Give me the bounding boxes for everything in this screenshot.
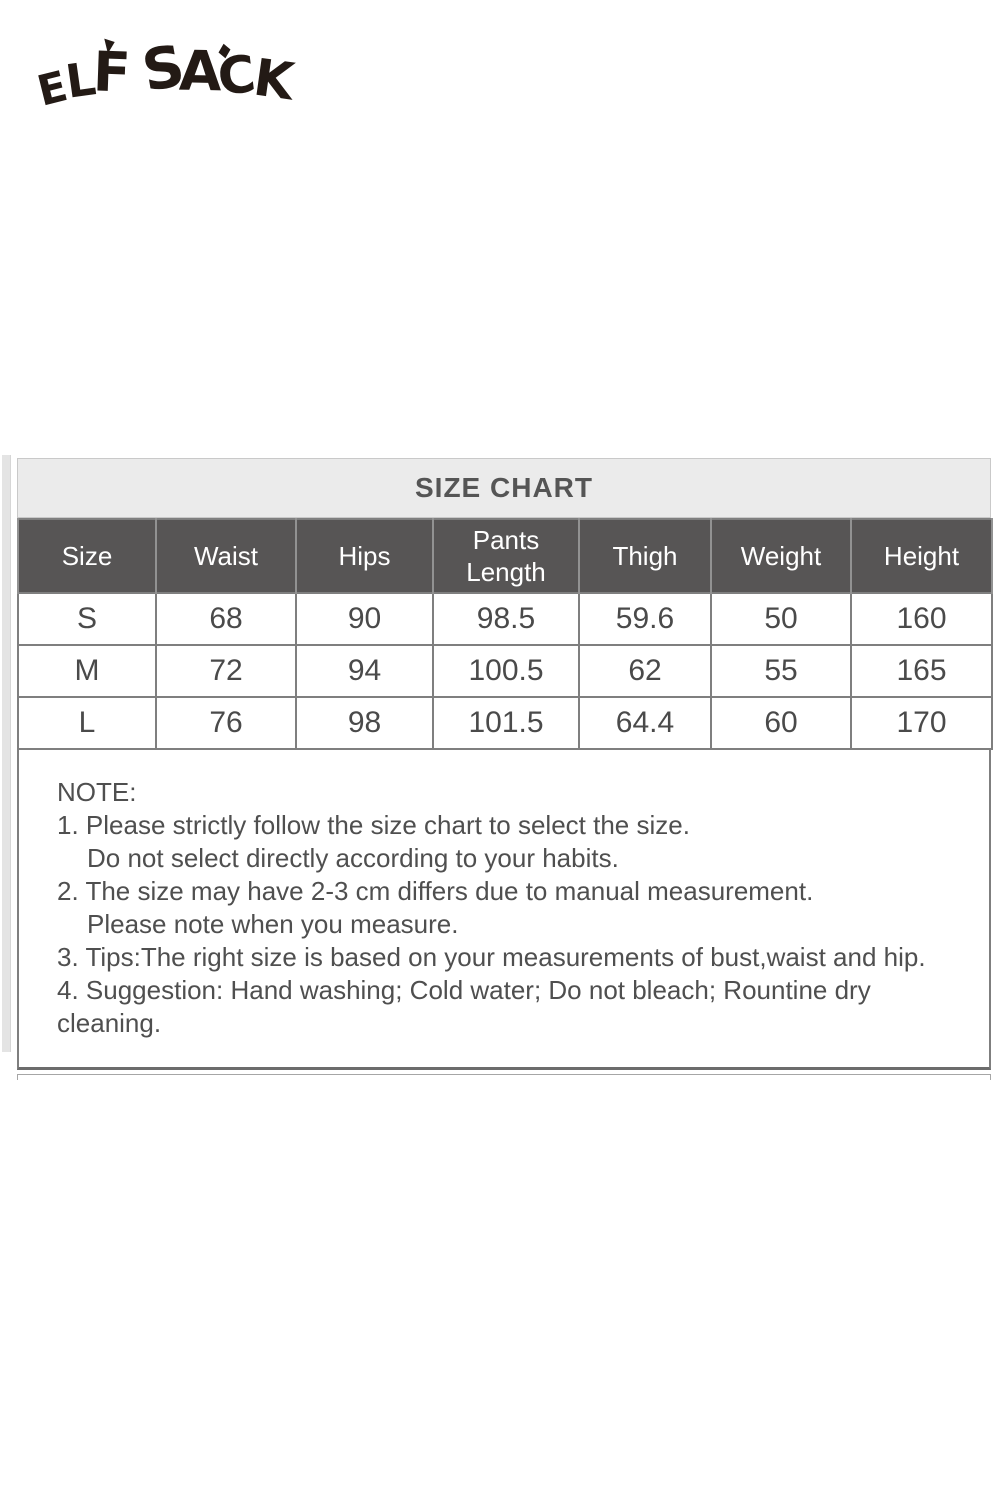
note-line-1b: Do not select directly according to your habits. <box>87 843 619 873</box>
column-header-weight: Weight <box>711 519 851 593</box>
cell-size: L <box>18 697 156 749</box>
note-box <box>17 750 991 1070</box>
table-row-size-m <box>18 645 992 697</box>
cell-thigh: 64.4 <box>579 697 711 749</box>
logo-letter: L <box>62 51 99 109</box>
note-line-2: 2. The size may have 2-3 cm differs due to manual measurement. <box>57 876 814 906</box>
note-line-4: 4. Suggestion: Hand washing; Cold water; Do not bleach; Rountine dry cleaning. <box>57 975 871 1038</box>
cell-height: 170 <box>851 697 992 749</box>
column-header-pants-length: Pants Length <box>433 519 579 593</box>
logo-letter: S <box>137 32 189 106</box>
column-header-height: Height <box>851 519 992 593</box>
cell-thigh: 62 <box>579 645 711 697</box>
size-chart-title: SIZE CHART <box>17 458 991 518</box>
page-edge-strip <box>2 455 11 1052</box>
logo-letter: A <box>178 38 222 104</box>
cell-weight: 55 <box>711 645 851 697</box>
cell-size: M <box>18 645 156 697</box>
logo-letter: K <box>249 48 298 113</box>
note-line-1: 1. Please strictly follow the size chart to select the size. <box>57 810 690 840</box>
cell-weight: 60 <box>711 697 851 749</box>
note-line-2b: Please note when you measure. <box>87 909 459 939</box>
cell-size: S <box>18 593 156 645</box>
size-table <box>17 518 993 750</box>
table-row-size-l <box>18 697 992 749</box>
size-chart-panel <box>17 458 991 1080</box>
note-heading: NOTE: <box>57 777 137 807</box>
cell-pants-length: 98.5 <box>433 593 579 645</box>
table-row-size-s <box>18 593 992 645</box>
column-header-size: Size <box>18 519 156 593</box>
note-line-3: 3. Tips:The right size is based on your measurements of bust,waist and hip. <box>57 942 926 972</box>
brand-logo <box>32 32 298 122</box>
cell-height: 165 <box>851 645 992 697</box>
cell-pants-length: 100.5 <box>433 645 579 697</box>
logo-letter: E <box>32 61 73 116</box>
cell-waist: 68 <box>156 593 296 645</box>
cell-weight: 50 <box>711 593 851 645</box>
size-table-header-row <box>18 519 992 593</box>
logo-letter: C <box>214 44 260 109</box>
cell-thigh: 59.6 <box>579 593 711 645</box>
cell-pants-length: 101.5 <box>433 697 579 749</box>
next-section-top-edge <box>17 1074 991 1080</box>
logo-letter: F <box>91 39 132 105</box>
cell-waist: 72 <box>156 645 296 697</box>
column-header-waist: Waist <box>156 519 296 593</box>
column-header-hips: Hips <box>296 519 433 593</box>
cell-hips: 94 <box>296 645 433 697</box>
cell-height: 160 <box>851 593 992 645</box>
cell-hips: 98 <box>296 697 433 749</box>
cell-waist: 76 <box>156 697 296 749</box>
column-header-thigh: Thigh <box>579 519 711 593</box>
cell-hips: 90 <box>296 593 433 645</box>
